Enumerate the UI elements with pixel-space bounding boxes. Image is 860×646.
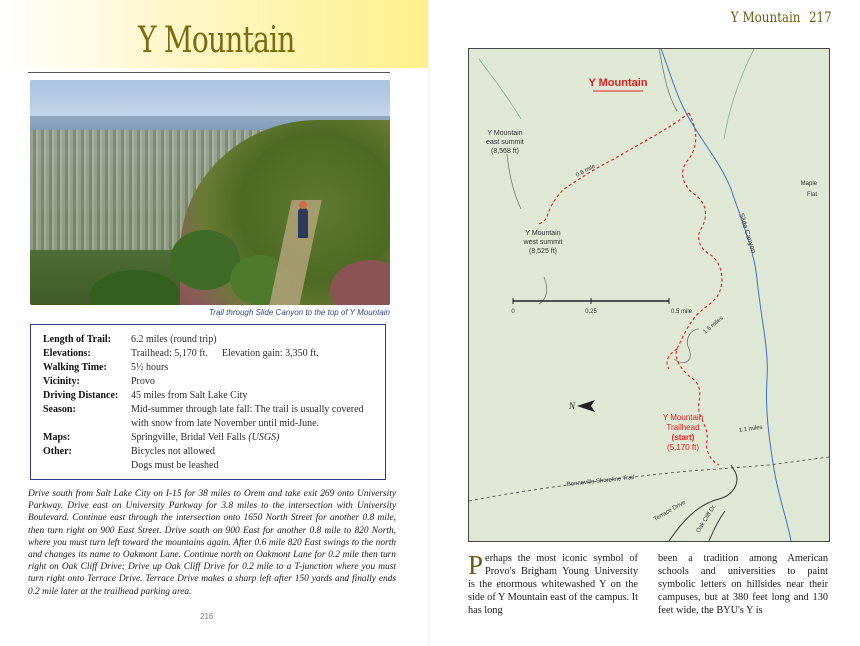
scale-label-05: 0.5 mile	[671, 309, 693, 315]
distance-label-11: 1.1 miles	[738, 424, 764, 434]
info-label: Elevations:	[43, 348, 91, 359]
west-summit-label-1: Y Mountain	[525, 230, 561, 237]
trail-map	[468, 48, 830, 542]
scale-label-0: 0	[511, 309, 515, 315]
trailhead-label-1: Y Mountain	[662, 413, 704, 422]
info-value-maps: Springville, Bridal Veil Falls	[131, 432, 246, 443]
terrace-drive-label: Terrace Drive	[653, 499, 687, 523]
info-label: Other:	[43, 446, 72, 457]
info-value-maps-source: (USGS)	[248, 432, 280, 443]
trailhead-label-2: Trailhead	[666, 423, 700, 432]
east-summit-label-1: Y Mountain	[487, 130, 523, 137]
drop-cap: P	[468, 550, 484, 580]
maple-flat-label-1: Maple	[800, 181, 817, 187]
running-head	[731, 10, 832, 26]
info-row-vicinity	[43, 375, 375, 389]
info-value-gain: Elevation gain: 3,350 ft.	[221, 348, 319, 359]
oak-cliff-label: Oak Cliff Dr.	[695, 503, 718, 535]
info-row-walking-time	[43, 361, 375, 375]
running-head-title: Y Mountain	[731, 10, 801, 26]
info-value-line: Bicycles not allowed	[131, 446, 215, 457]
photo-hiker	[298, 208, 308, 238]
photo-caption: Trail through Slide Canyon to the top of Y Mountain	[208, 308, 390, 317]
bonneville-trail-label: Bonneville Shoreline Trail	[566, 474, 635, 488]
info-label: Season:	[43, 404, 76, 415]
info-value-line: Dogs must be leashed	[131, 460, 219, 471]
page-title: Y Mountain	[138, 20, 295, 61]
title-rule	[28, 72, 390, 73]
map-title: Y Mountain	[588, 77, 648, 89]
info-label: Maps:	[43, 432, 71, 443]
distance-label-15: 1.5 miles	[702, 315, 725, 336]
info-row-season	[43, 403, 375, 431]
info-value: 5½ hours	[131, 362, 169, 373]
info-value	[131, 445, 375, 473]
east-summit-label-2: east summit	[486, 139, 524, 146]
west-summit-label-2: west summit	[523, 239, 563, 246]
slide-canyon-label: Slide Canyon	[737, 212, 757, 255]
info-row-driving-distance	[43, 389, 375, 403]
info-row-length	[43, 333, 375, 347]
body-column-2: been a tradition among American schools and universities to paint symbolic letters on hillsides near their campuses, but at 380 feet long and 130 feet wide, the BYU's Y is	[658, 553, 828, 616]
info-label: Driving Distance:	[43, 390, 119, 401]
info-value	[131, 403, 375, 431]
map-background	[469, 49, 829, 541]
right-page	[430, 0, 860, 646]
trail-info-box	[30, 324, 386, 480]
info-row-elevations	[43, 347, 375, 361]
info-label: Vicinity:	[43, 376, 80, 387]
info-value: 45 miles from Salt Lake City	[131, 390, 248, 401]
body-text-1: erhaps the most iconic symbol of Provo's Brigham Young University is the enormous whitewashed Y on the side of Y Mountain east of the campus. It has long	[468, 553, 638, 616]
info-row-maps	[43, 431, 375, 445]
info-label: Walking Time:	[43, 362, 107, 373]
west-summit-label-3: (8,525 ft)	[528, 248, 558, 255]
page-number-left: 216	[200, 612, 214, 621]
photo-shrub	[90, 270, 180, 305]
north-label: N	[569, 401, 576, 411]
map-svg	[469, 49, 829, 541]
info-value-line: with snow from late November until mid-June.	[131, 418, 320, 429]
east-summit-label-3: (8,568 ft)	[490, 148, 520, 155]
trail-photo	[30, 80, 390, 305]
info-value-trailhead: Trailhead: 5,170 ft.	[131, 348, 208, 359]
info-row-other	[43, 445, 375, 473]
info-label: Length of Trail:	[43, 334, 111, 345]
trailhead-label-4: (5,170 ft)	[666, 443, 700, 452]
info-value: 6.2 miles (round trip)	[131, 334, 217, 345]
driving-directions: Drive south from Salt Lake City on I-15 for 38 miles to Orem and take exit 269 onto University Parkway. Drive east on University Parkway for 3.8 miles to the intersection with University Boulevard. Continue east through the intersection onto 1650 North Street for another 0.8 mile, then turn right on 900 East Street. Drive south on 900 East for another 0.8 mile to 820 North, where you must turn left toward the mountains again. After 0.6 mile 820 East swings to the north and changes its name to Oakmont Lane. Continue north on Oakmont Lane for 0.2 mile then turn right on Oak Cliff Drive; Drive up Oak Cliff Drive for 0.2 mile to a T-junction where you must turn right onto Terrace Drive. Terrace Drive makes a sharp left after 150 yards and finally ends 0.2 mile later at the trailhead parking area.	[28, 489, 396, 597]
info-value: Provo	[131, 376, 155, 387]
maple-flat-label-2: Flat	[806, 192, 817, 198]
scale-label-025: 0.25	[585, 309, 597, 315]
distance-label-08: 0.8 mile	[575, 163, 597, 179]
info-value-line: Mid-summer through late fall: The trail is usually covered	[131, 404, 364, 415]
info-value	[131, 347, 375, 361]
trailhead-label-3: (start)	[671, 433, 695, 442]
body-column-1	[468, 552, 638, 617]
page-number-right: 217	[809, 10, 832, 26]
info-value	[131, 431, 375, 445]
